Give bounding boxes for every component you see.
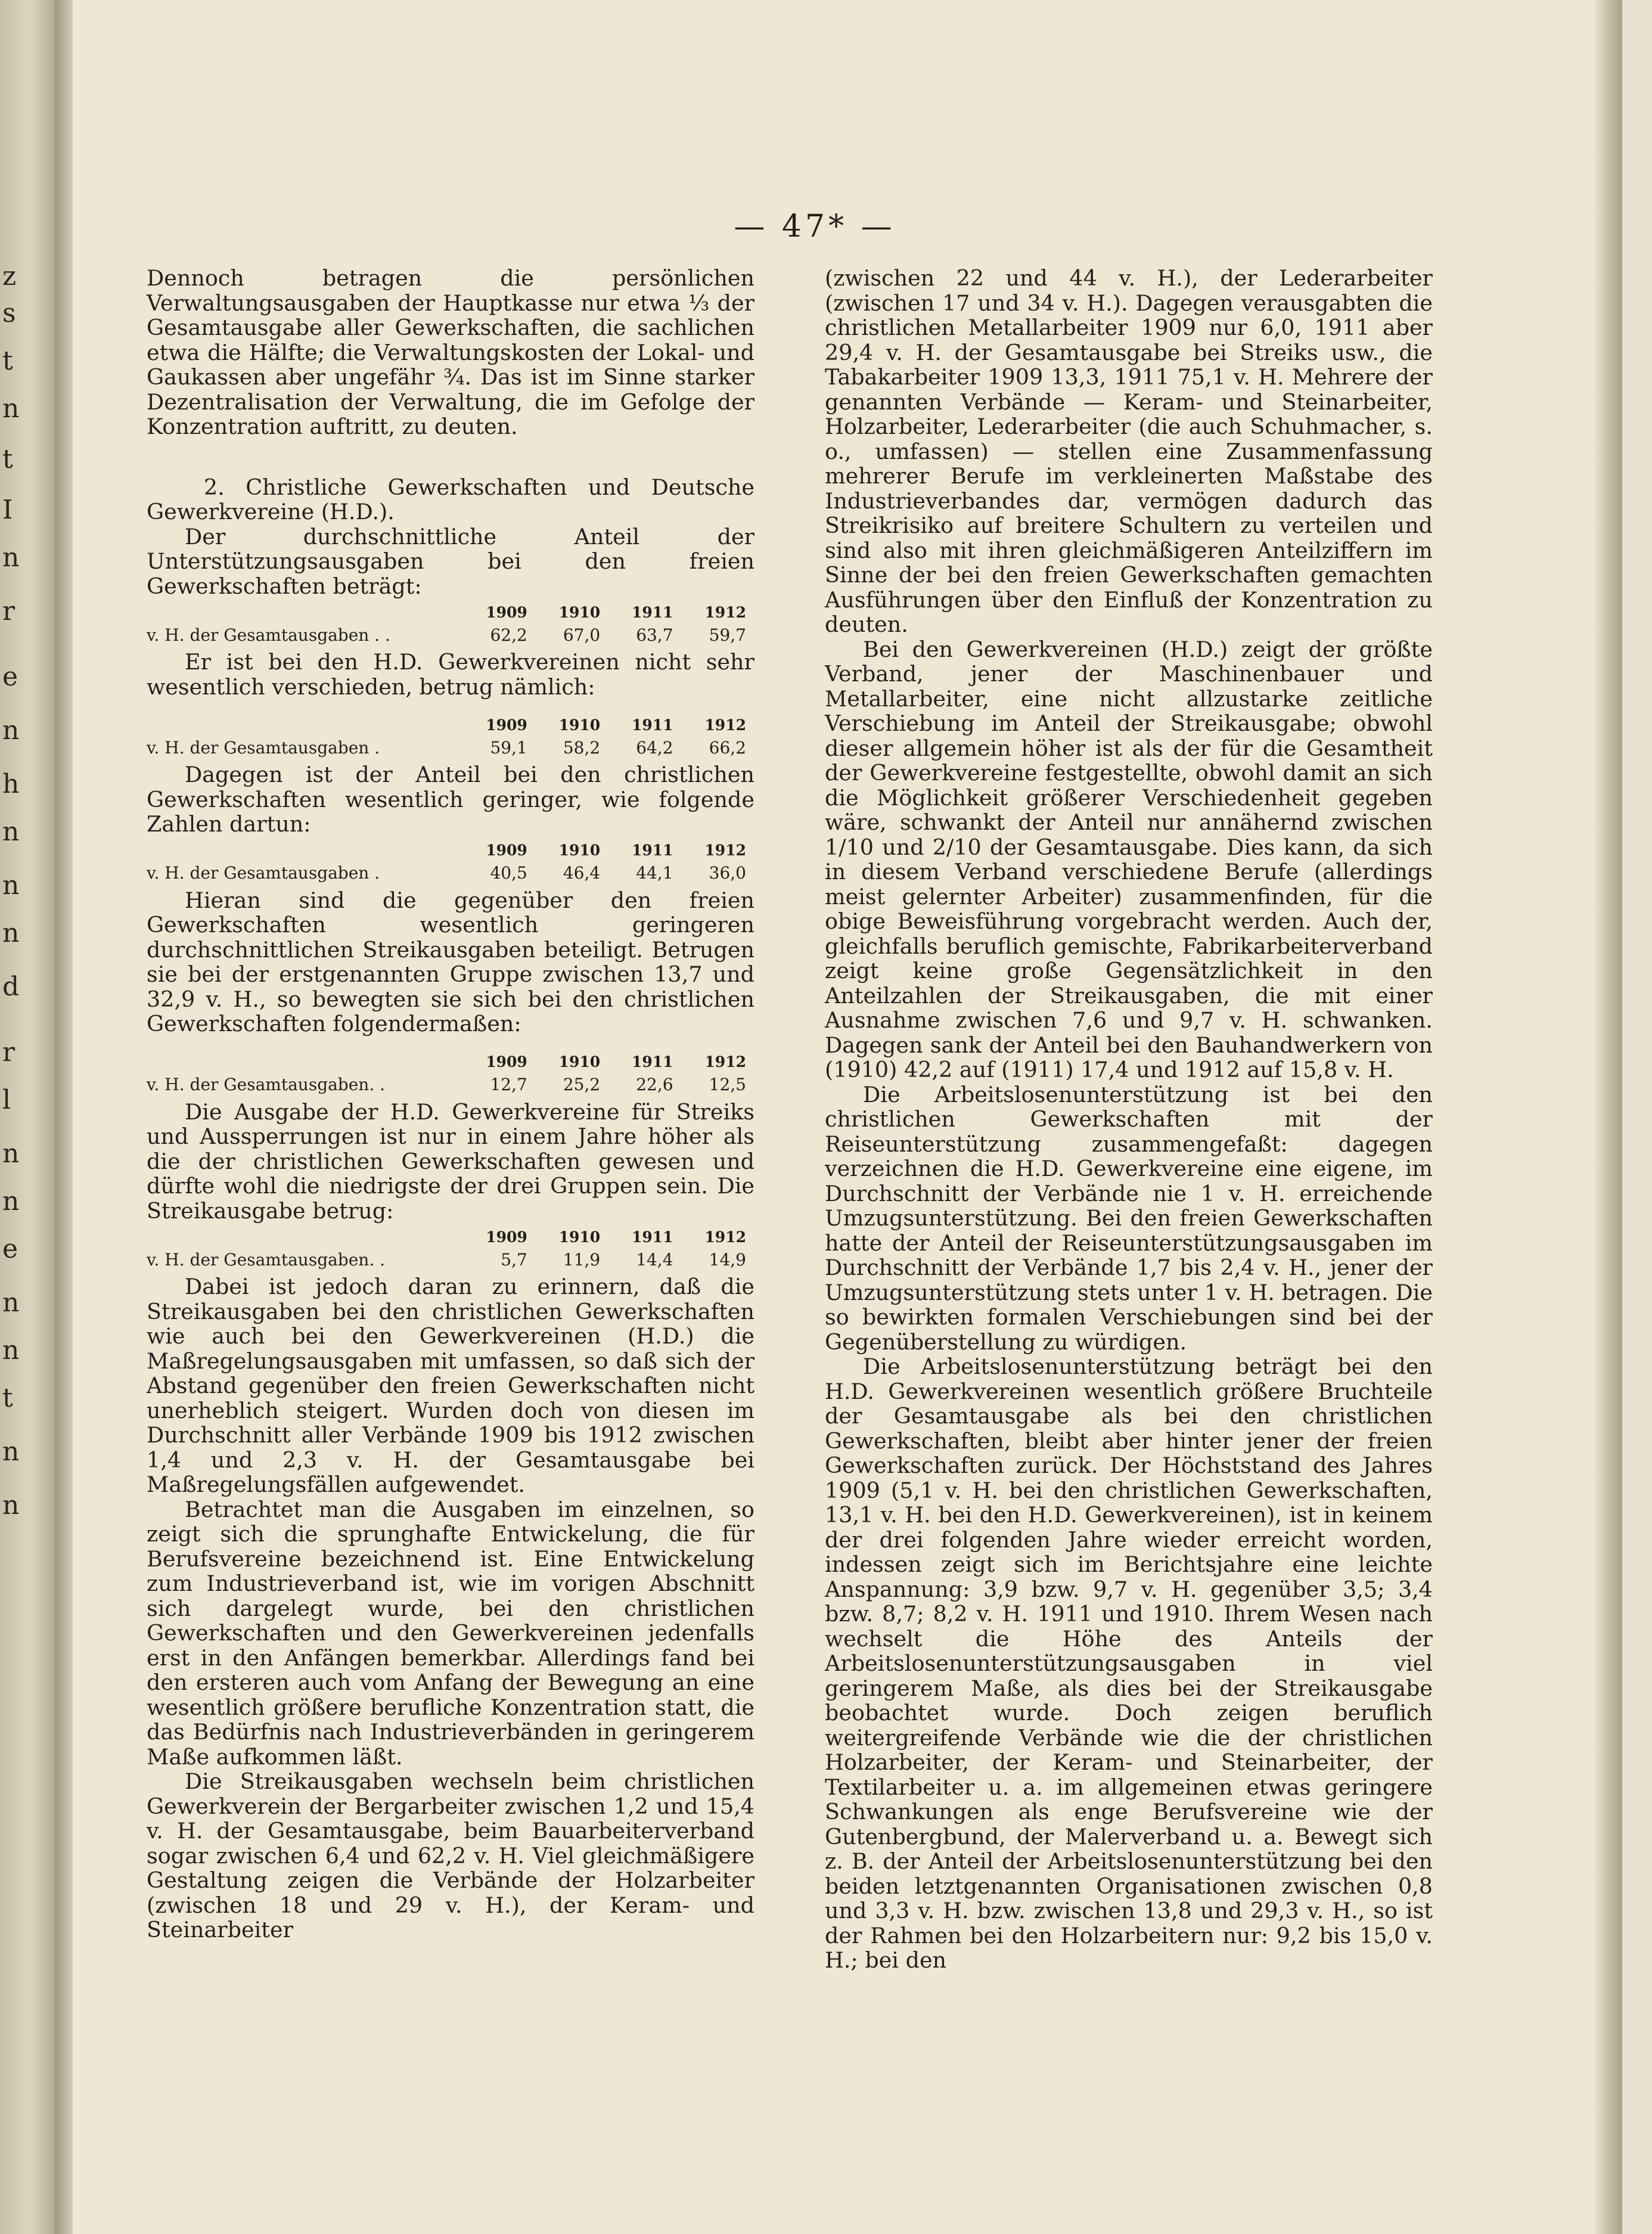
margin-char: n <box>2 715 20 746</box>
margin-char: n <box>2 1335 20 1366</box>
table-cell: 14,9 <box>709 1249 746 1270</box>
margin-char: d <box>2 972 20 1002</box>
table-cell: 59,7 <box>709 625 746 645</box>
year-header: 1912 <box>704 842 746 859</box>
margin-char: h <box>2 769 20 799</box>
paragraph: Dabei ist jedoch daran zu erinnern, daß die Streikausgaben bei den christlichen Gewerkschaften wie auch bei den Gewerkvereinen (H.D.) die Maßregelungsausgaben mit umfassen, so daß sich der Abstand gegenüber den freien Gewerkschaften nicht unerheblich steigert. Wurden doch von diesen im Durchschnitt aller Verbände 1909 bis 1912 zwischen 1,4 und 2,3 v. H. der Gesamtausgabe bei Maßregelungsfällen aufgewendet. <box>147 1274 754 1497</box>
margin-char: n <box>2 1436 20 1467</box>
table-cell: 12,5 <box>709 1075 746 1094</box>
table-cell: 62,2 <box>490 625 527 645</box>
margin-char: s <box>2 298 16 328</box>
paragraph: Dennoch betragen die persönlichen Verwaltungsausgaben der Hauptkasse nur etwa ⅓ der Gesamtausgabe aller Gewerkschaften, die sachlichen etwa die Hälfte; die Verwaltungskosten der Lokal- und Gaukassen aber ungefähr ¾. Das ist im Sinne starker Dezentralisation der Verwaltung, die im Gefolge der Konzentration auftritt, zu deuten. <box>147 265 754 439</box>
year-header: 1910 <box>558 1053 601 1071</box>
margin-char: t <box>2 346 13 376</box>
margin-char: t <box>2 444 13 474</box>
margin-char: I <box>2 495 13 525</box>
table-cell: 63,7 <box>636 625 673 645</box>
margin-char: n <box>2 1138 20 1169</box>
margin-char: r <box>2 596 15 626</box>
year-header: 1911 <box>631 842 673 859</box>
margin-char: n <box>2 918 20 948</box>
row-label: v. H. der Gesamtausgaben . <box>147 863 380 883</box>
table-cell: 12,7 <box>490 1075 527 1094</box>
table-row <box>147 862 754 885</box>
year-header: 1909 <box>486 716 527 734</box>
left-column <box>147 266 754 1943</box>
book-gutter <box>55 0 73 2234</box>
margin-char: n <box>2 1287 20 1318</box>
paragraph: Die Streikausgaben wechseln beim christlichen Gewerkverein der Bergarbeiter zwischen 1,2 und 15,4 v. H. der Gesamtausgabe, beim Bauarbeiterverband sogar zwischen 6,4 und 62,2 v. H. Viel gleichmäßigere Gestaltung zeigen die Verbände der Holzarbeiter (zwischen 18 und 29 v. H.), der Keram- und Steinarbeiter <box>147 1768 754 1943</box>
table-cell: 44,1 <box>636 863 673 883</box>
year-header: 1911 <box>631 603 673 621</box>
table-cell: 14,4 <box>636 1249 673 1270</box>
margin-char: t <box>2 1383 13 1413</box>
year-header: 1909 <box>486 603 527 621</box>
paragraph: Der durchschnittliche Anteil der Unterstützungsausgaben bei den freien Gewerkschaften beträgt: <box>147 523 754 599</box>
year-header: 1910 <box>558 1228 601 1246</box>
paragraph: Die Ausgabe der H.D. Gewerkvereine für Streiks und Aussperrungen ist nur in einem Jahre höher als die der christlichen Gewerkschaften gewesen und dürfte wohl die niedrigste der drei Gruppen sein. Die Streikausgabe betrug: <box>147 1099 754 1224</box>
paragraph: Hieran sind die gegenüber den freien Gewerkschaften wesentlich geringeren durchschnittlichen Streikausgaben beteiligt. Betrugen sie bei der erstgenannten Gruppe zwischen 13,7 und 32,9 v. H., so bewegten sie sich bei den christlichen Gewerkschaften folgendermaßen: <box>147 887 754 1037</box>
year-header: 1909 <box>486 1228 527 1246</box>
margin-char: z <box>2 261 17 291</box>
margin-char: l <box>2 1085 11 1115</box>
margin-char: n <box>2 393 20 424</box>
section-heading: 2. Christliche Gewerkschaften und Deutsche Gewerkvereine (H.D.). <box>147 474 754 525</box>
row-label: v. H. der Gesamtausgaben. . <box>147 1075 386 1094</box>
row-label: v. H. der Gesamtausgaben . . <box>147 625 390 645</box>
row-label: v. H. der Gesamtausgaben . <box>147 737 380 758</box>
table-cell: 66,2 <box>709 737 746 758</box>
margin-char: n <box>2 817 20 847</box>
year-header: 1912 <box>704 716 746 734</box>
year-header: 1909 <box>486 842 527 859</box>
year-header: 1910 <box>558 716 601 734</box>
stat-table <box>147 839 754 885</box>
year-header: 1912 <box>704 1228 746 1246</box>
table-row <box>147 623 754 646</box>
year-header: 1911 <box>631 1053 673 1071</box>
previous-page-edge <box>0 0 55 2234</box>
stat-table <box>147 1051 754 1096</box>
margin-char: n <box>2 1490 20 1521</box>
table-cell: 25,2 <box>563 1075 601 1094</box>
page <box>73 0 1622 2234</box>
margin-char: n <box>2 870 20 901</box>
paragraph: Bei den Gewerkvereinen (H.D.) zeigt der größte Verband, jener der Maschinenbauer und Metallarbeiter, eine nicht allzustarke zeitliche Verschiebung im Anteil der Streikausgabe; obwohl dieser allgemein höher ist als der für die Gesamtheit der Gewerkvereine festgestellte, obwohl damit an sich die Möglichkeit größerer Verschiedenheit gegeben wäre, schwankt der Anteil nur annähernd zwischen 1/10 und 2/10 der Gesamtausgabe. Dies kann, da sich in diesem Verband verschiedene Berufe (allerdings meist gelernter Arbeiter) zusammenfinden, für die obige Beweisführung vorgebracht werden. Auch der, gleichfalls beruflich gemischte, Fabrikarbeiterverband zeigt keine große Gegensätzlichkeit in den Anteilzahlen der Streikausgaben, die mit einer Ausnahme zwischen 7,6 und 9,7 v. H. schwanken. Dagegen sank der Anteil bei den Bauhandwerkern von (1910) 42,2 auf (1911) 17,4 und 1912 auf 15,8 v. H. <box>825 636 1433 1082</box>
table-row <box>147 1073 754 1096</box>
right-column <box>825 266 1433 1973</box>
table-cell: 36,0 <box>709 863 746 883</box>
stat-table <box>147 601 754 646</box>
table-cell: 22,6 <box>636 1075 673 1094</box>
year-header: 1910 <box>558 842 601 859</box>
table-cell: 58,2 <box>563 737 601 758</box>
table-cell: 46,4 <box>563 863 601 883</box>
margin-char: n <box>2 1186 20 1217</box>
table-cell: 64,2 <box>636 737 673 758</box>
table-cell: 67,0 <box>563 625 601 645</box>
table-cell: 5,7 <box>501 1249 527 1270</box>
page-edge <box>1592 0 1622 2234</box>
year-header: 1912 <box>704 1053 746 1071</box>
paragraph: Betrachtet man die Ausgaben im einzelnen, so zeigt sich die sprunghafte Entwickelung, die für Berufsvereine bezeichnend ist. Eine Entwickelung zum Industrieverband ist, wie im vorigen Abschnitt sich dargelegt wurde, bei den christlichen Gewerkschaften und den Gewerkvereinen jedenfalls erst in den Anfängen bemerkbar. Allerdings fand bei den ersteren auch vom Anfang der Bewegung an eine wesentlich größere berufliche Konzentration statt, die das Bedürfnis nach Industrieverbänden in geringerem Maße aufkommen läßt. <box>147 1496 754 1770</box>
margin-char: e <box>2 1234 18 1264</box>
margin-char: n <box>2 542 20 573</box>
paragraph: Er ist bei den H.D. Gewerkvereinen nicht sehr wesentlich verschieden, betrug nämlich: <box>147 649 754 700</box>
stat-table <box>147 713 754 759</box>
year-header: 1909 <box>486 1053 527 1071</box>
table-cell: 40,5 <box>490 863 527 883</box>
paragraph: Dagegen ist der Anteil bei den christlichen Gewerkschaften wesentlich geringer, wie folgende Zahlen dartun: <box>147 762 754 837</box>
margin-char: e <box>2 662 18 692</box>
row-label: v. H. der Gesamtausgaben. . <box>147 1249 386 1270</box>
table-row <box>147 736 754 759</box>
stat-table <box>147 1225 754 1271</box>
year-header: 1911 <box>631 716 673 734</box>
table-cell: 11,9 <box>563 1249 601 1270</box>
table-cell: 59,1 <box>490 737 527 758</box>
year-header: 1910 <box>558 603 601 621</box>
paragraph: Die Arbeitslosenunterstützung beträgt bei den H.D. Gewerkvereinen wesentlich größere Bruchteile der Gesamtausgabe als bei den christlichen Gewerkschaften, bleibt aber hinter jener der freien Gewerkschaften zurück. Der Höchststand des Jahres 1909 (5,1 v. H. bei den christlichen Gewerkschaften, 13,1 v. H. bei den H.D. Gewerkvereinen), ist in keinem der drei folgenden Jahre wieder erreicht worden, indessen zeigt sich im Berichtsjahre eine leichte Anspannung: 3,9 bzw. 9,7 v. H. gegenüber 3,5; 3,4 bzw. 8,7; 8,2 v. H. 1911 und 1910. Ihrem Wesen nach wechselt die Höhe des Anteils der Arbeitslosenunterstützungsausgaben in viel geringerem Maße, als dies bei der Streikausgabe beobachtet wurde. Doch zeigen beruflich weitergreifende Verbände wie die der christlichen Holzarbeiter, der Keram- und Steinarbeiter, der Textilarbeiter u. a. im allgemeinen etwas geringere Schwankungen als enge Berufsvereine wie der Gutenbergbund, der Malerverband u. a. Bewegt sich z. B. der Anteil der Arbeitslosenunterstützung bei den beiden letztgenannten Organisationen zwischen 0,8 und 3,3 v. H. bzw. zwischen 13,8 und 29,3 v. H., so ist der Rahmen bei den Holzarbeitern nur: 9,2 bis 15,0 v. H.; bei den <box>825 1354 1433 1973</box>
paragraph: Die Arbeitslosenunterstützung ist bei den christlichen Gewerkschaften mit der Reiseunterstützung zusammengefaßt: dagegen verzeichnen die H.D. Gewerkvereine eine eigene, im Durchschnitt der Verbände nie 1 v. H. erreichende Umzugsunterstützung. Bei den freien Gewerkschaften hatte der Anteil der Reiseunterstützungsausgaben im Durchschnitt der Verbände 1,7 bis 2,4 v. H., jener der Umzugsunterstützung stets unter 1 v. H. betragen. Die so bewirkten formalen Verschiebungen sind bei der Gegenüberstellung zu würdigen. <box>825 1081 1433 1355</box>
year-header: 1912 <box>704 603 746 621</box>
paragraph: (zwischen 22 und 44 v. H.), der Lederarbeiter (zwischen 17 und 34 v. H.). Dagegen verausgabten die christlichen Metallarbeiter 1909 nur 6,0, 1911 aber 29,4 v. H. der Gesamtausgabe bei Streiks usw., die Tabakarbeiter 1909 13,3, 1911 75,1 v. H. Mehrere der genannten Verbände — Keram- und Steinarbeiter, Holzarbeiter, Lederarbeiter (die auch Schuhmacher, s. o., umfassen) — stellen eine Zusammenfassung mehrerer Berufe im verkleinerten Maßstabe des Industrieverbandes dar, vermögen dadurch das Streikrisiko auf breitere Schultern zu verteilen und sind also mit ihren gleichmäßigeren Anteilziffern im Sinne der bei den freien Gewerkschaften gemachten Ausführungen über den Einfluß der Konzentration zu deuten. <box>825 265 1433 637</box>
page-number: — 47* — <box>734 209 896 244</box>
year-header: 1911 <box>631 1228 673 1246</box>
table-row <box>147 1248 754 1271</box>
margin-char: r <box>2 1037 15 1068</box>
